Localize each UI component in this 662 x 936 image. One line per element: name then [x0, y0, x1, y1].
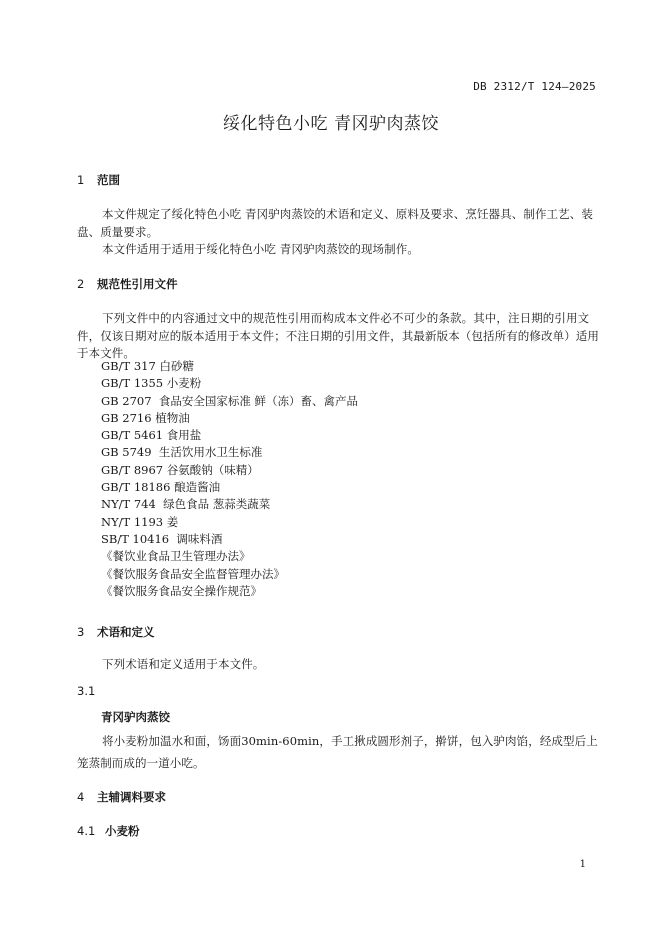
reference-item: 《餐饮服务食品安全监督管理办法》	[101, 566, 285, 581]
section-title: 规范性引用文件	[97, 277, 178, 291]
section-3-heading	[77, 624, 155, 640]
section-number: 2	[77, 277, 85, 291]
reference-list	[101, 358, 358, 600]
clause-4-1-heading	[77, 823, 140, 839]
reference-item: GB/T 8967 谷氨酸钠（味精）	[101, 462, 259, 477]
reference-item: GB 5749 生活饮用水卫生标准	[101, 445, 263, 460]
normative-references-paragraph: 下列文件中的内容通过文中的规范性引用而构成本文件必不可少的条款。其中，注日期的引用文件，仅该日期对应的版本适用于本文件；不注日期的引用文件，其最新版本（包括所有的修改单）适用于本文件。	[77, 311, 599, 360]
section-4-heading	[77, 789, 166, 805]
reference-item: NY/T 744 绿色食品 葱蒜类蔬菜	[101, 497, 271, 512]
scope-paragraph-1: 本文件规定了绥化特色小吃 青冈驴肉蒸饺的术语和定义、原料及要求、烹饪器具、制作工艺、装盘、质量要求。	[77, 207, 593, 239]
section-number: 4	[77, 790, 85, 804]
term-definition: 将小麦粉加温水和面，饧面30min-60min，手工揪成圆形剂子，擀饼，包入驴肉馅，经成型后上笼蒸制而成的一道小吃。	[77, 734, 598, 770]
reference-item: GB 2707 食品安全国家标准 鲜（冻）畜、禽产品	[101, 393, 359, 408]
reference-item: GB/T 5461 食用盐	[101, 428, 202, 443]
standard-code: DB 2312/T 124—2025	[473, 80, 596, 93]
scope-paragraph-2: 本文件适用于适用于绥化特色小吃 青冈驴肉蒸饺的现场制作。	[102, 242, 419, 256]
reference-item: GB/T 18186 酿造酱油	[101, 480, 221, 495]
section-title: 主辅调料要求	[97, 790, 166, 804]
section-2-heading	[77, 276, 178, 292]
section-title: 范围	[97, 173, 120, 187]
page-number: 1	[579, 859, 586, 870]
terms-intro-paragraph: 下列术语和定义适用于本文件。	[102, 657, 265, 671]
reference-item: SB/T 10416 调味料酒	[101, 531, 223, 546]
section-title: 术语和定义	[97, 625, 155, 639]
term-name: 青冈驴肉蒸饺	[101, 710, 170, 724]
reference-item: GB 2716 植物油	[101, 410, 190, 425]
clause-number: 4.1	[77, 824, 96, 838]
reference-item: 《餐饮服务食品安全操作规范》	[101, 583, 262, 598]
reference-item: GB/T 317 白砂糖	[101, 359, 194, 373]
reference-item: NY/T 1193 姜	[101, 514, 179, 529]
reference-item: 《餐饮业食品卫生管理办法》	[101, 549, 251, 564]
document-title: 绥化特色小吃 青冈驴肉蒸饺	[223, 114, 439, 134]
reference-item: GB/T 1355 小麦粉	[101, 376, 202, 391]
section-1-heading	[77, 172, 120, 188]
clause-3-1-number: 3.1	[77, 684, 96, 698]
section-number: 3	[77, 625, 85, 639]
section-number: 1	[77, 173, 85, 187]
clause-title: 小麦粉	[105, 824, 140, 838]
